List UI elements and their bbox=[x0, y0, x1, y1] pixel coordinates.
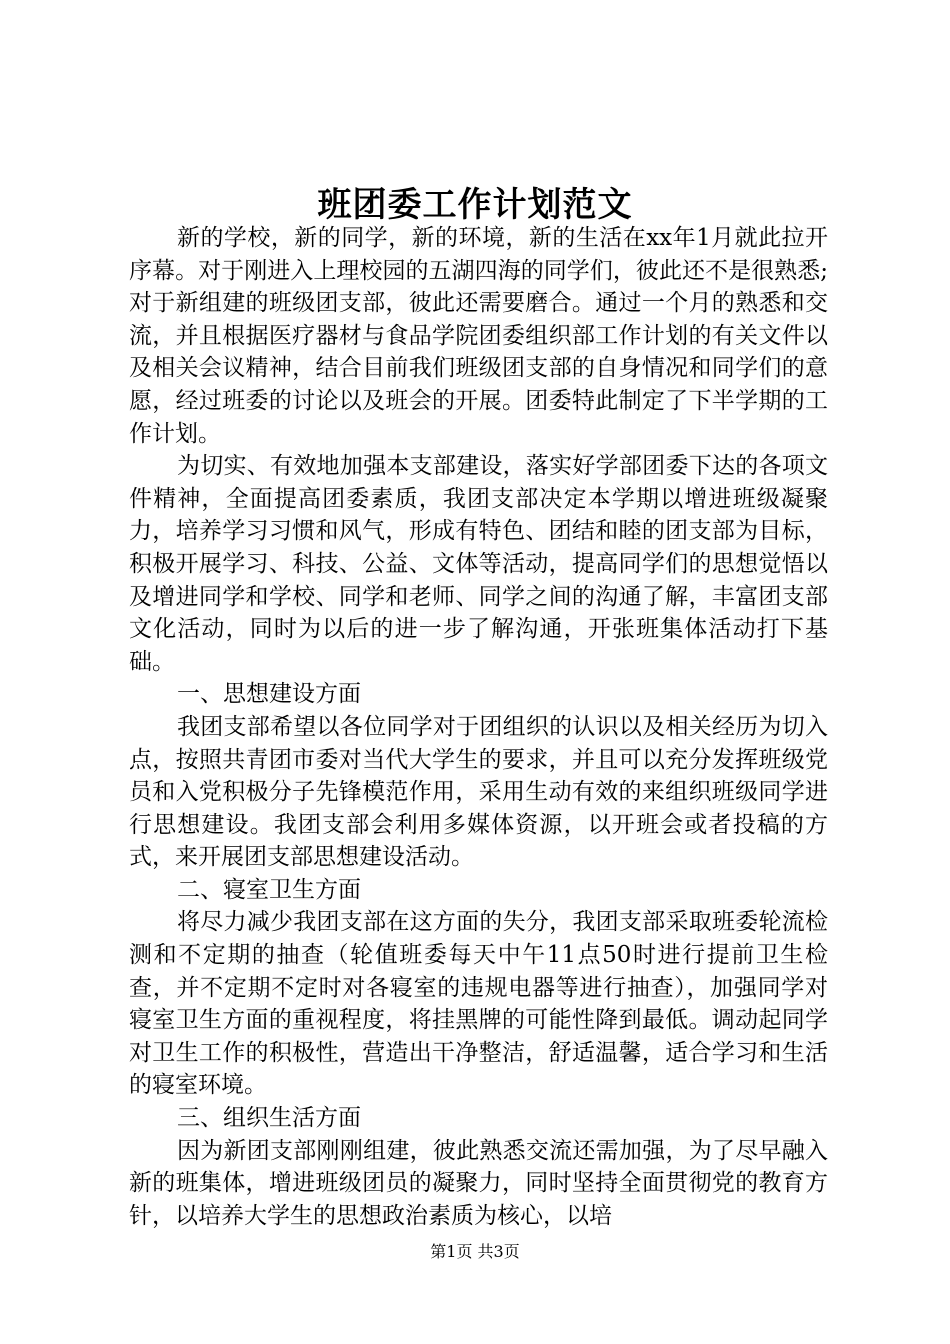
section-heading-ideology: 一、思想建设方面 bbox=[177, 681, 361, 708]
document-body bbox=[129, 222, 828, 1232]
section-text-ideology: 我团支部希望以各位同学对于团组织的认识以及相关经历为切入点，按照共青团市委对当代大学生的要求，并且可以充分发挥班级党员和入党积极分子先锋模范作用，采用生动有效的来组织班级同学进行思想建设。我团支部会利用多媒体资源，以开班会或者投稿的方式，来开展团支部思想建设活动。 bbox=[129, 713, 828, 871]
section-text-dormitory: 将尽力减少我团支部在这方面的失分，我团支部采取班委轮流检测和不定期的抽查（轮值班委每天中午11点50时进行提前卫生检查，并不定期不定时对各寝室的违规电器等进行抽查），加强同学对寝室卫生方面的重视程度，将挂黑牌的可能性降到最低。调动起同学对卫生工作的积极性，营造出干净整洁，舒适温馨，适合学习和生活的寝室环境。 bbox=[129, 909, 828, 1099]
goal-paragraph: 为切实、有效地加强本支部建设，落实好学部团委下达的各项文件精神，全面提高团委素质，我团支部决定本学期以增进班级凝聚力，培养学习习惯和风气，形成有特色、团结和睦的团支部为目标，积极开展学习、科技、公益、文体等活动，提高同学们的思想觉悟以及增进同学和学校、同学和老师、同学之间的沟通了解，丰富团支部文化活动，同时为以后的进一步了解沟通，开张班集体活动打下基础。 bbox=[129, 453, 828, 675]
intro-paragraph: 新的学校，新的同学，新的环境，新的生活在xx年1月就此拉开序幕。对于刚进入上理校园的五湖四海的同学们，彼此还不是很熟悉;对于新组建的班级团支部，彼此还需要磨合。通过一个月的熟悉和交流，并且根据医疗器材与食品学院团委组织部工作计划的有关文件以及相关会议精神，结合目前我们班级团支部的自身情况和同学们的意愿，经过班委的讨论以及班会的开展。团委特此制定了下半学期的工作计划。 bbox=[129, 225, 828, 447]
document-title: 班团委工作计划范文 bbox=[317, 184, 633, 225]
section-heading-dormitory: 二、寝室卫生方面 bbox=[177, 876, 361, 903]
page-number-footer: 第1页 共3页 bbox=[430, 1242, 520, 1261]
section-heading-organization: 三、组织生活方面 bbox=[177, 1105, 361, 1132]
section-text-organization: 因为新团支部刚刚组建，彼此熟悉交流还需加强，为了尽早融入新的班集体，增进班级团员的凝聚力，同时坚持全面贯彻党的教育方针，以培养大学生的思想政治素质为核心，以培 bbox=[129, 1137, 828, 1229]
